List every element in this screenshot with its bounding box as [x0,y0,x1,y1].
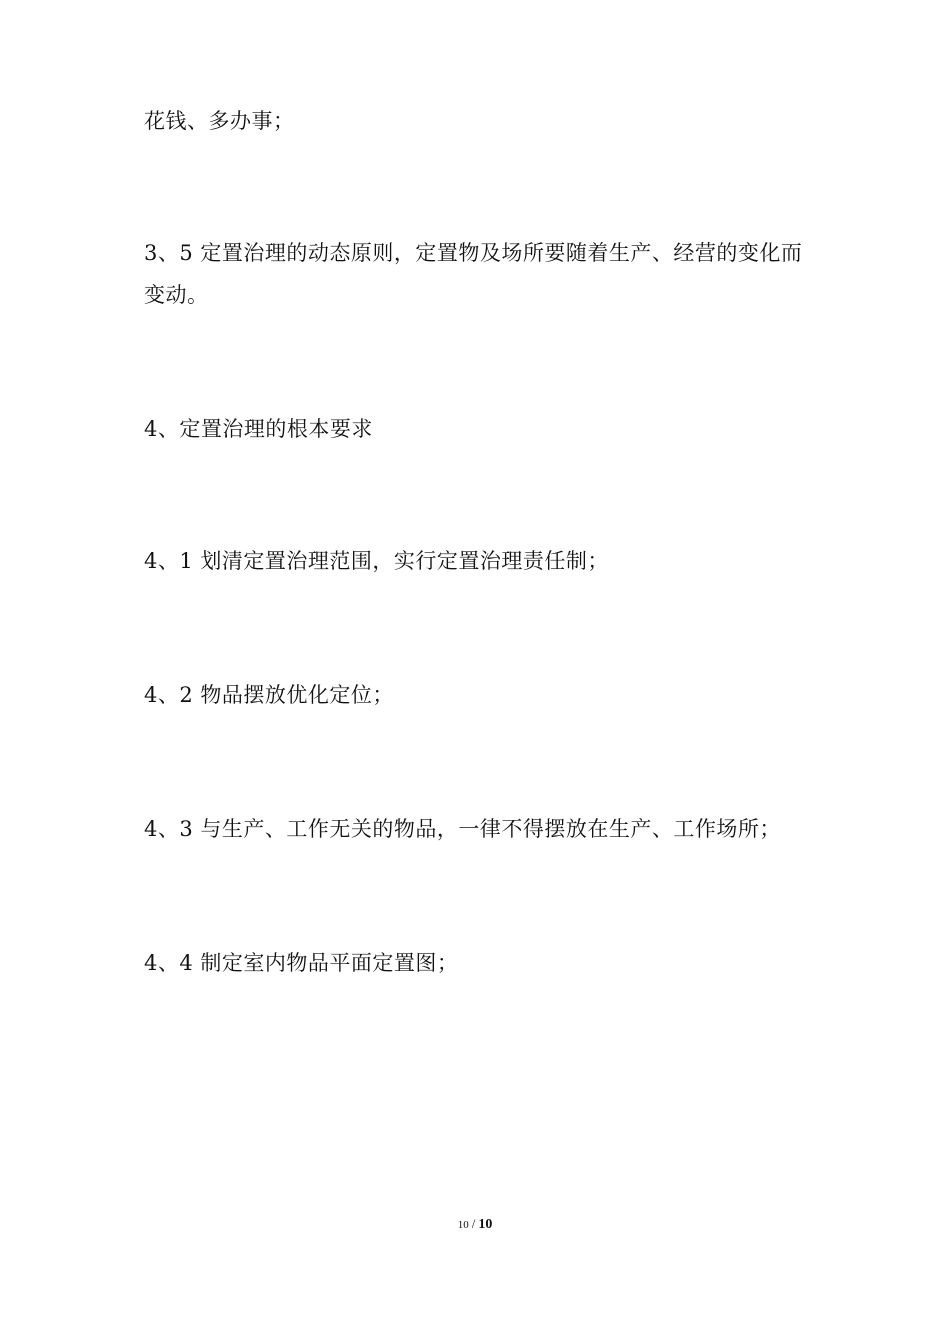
page-number-footer [0,1216,950,1233]
current-page-number: 10 [457,1219,469,1231]
paragraph-4-3: 4、3 与生产、工作无关的物品，一律不得摆放在生产、工作场所； [144,817,781,841]
page-separator: / [471,1216,476,1231]
paragraph-4-4: 4、4 制定室内物品平面定置图； [144,951,459,975]
paragraph-4-2: 4、2 物品摆放优化定位； [144,683,394,707]
paragraph-4-1: 4、1 划清定置治理范围，实行定置治理责任制； [144,549,609,573]
paragraph-3-5: 3、5 定置治理的动态原则，定置物及场所要随着生产、经营的变化而变动。 [144,241,803,307]
total-pages-number: 10 [478,1217,493,1232]
paragraph-continuation: 花钱、多办事； [144,109,295,133]
section-heading-4: 4、定置治理的根本要求 [144,417,373,441]
